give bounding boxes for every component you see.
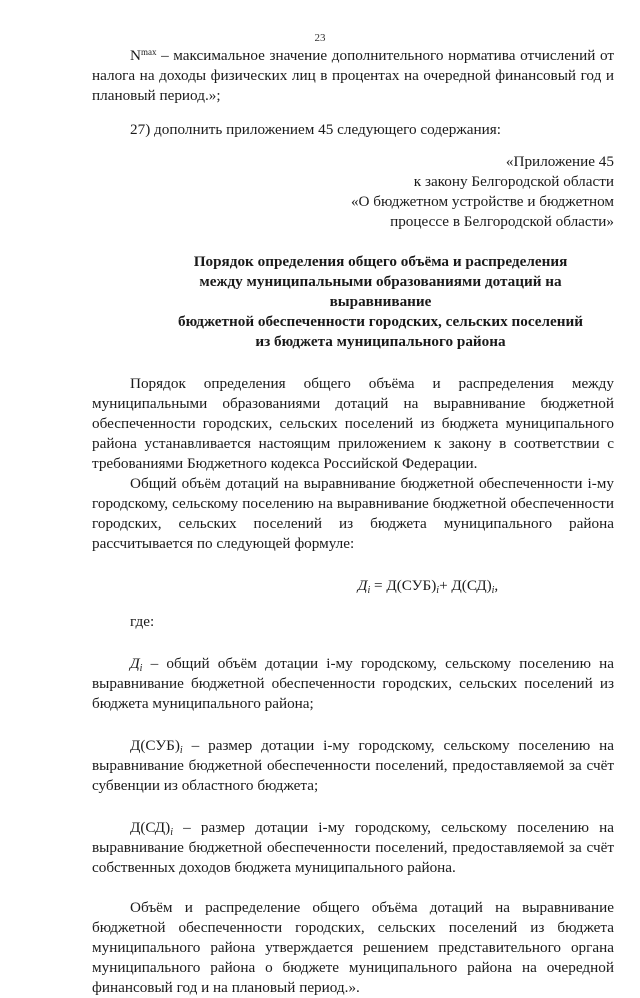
def3-symbol: Д(СД)	[130, 819, 171, 836]
formula	[92, 576, 614, 596]
appendix-header	[92, 152, 614, 232]
paragraph-final: Объём и распределение общего объёма дотаций на выравнивание бюджетной обеспеченности городских, сельских поселений из бюджета муниципального района утверждается решением представительного органа муниципального района о бюджете муниципального района на очередной финансовый год и на плановый период.».	[92, 899, 614, 996]
formula-term-sub-index: i	[436, 585, 440, 596]
page-number: 23	[314, 32, 326, 44]
def1-sub: i	[139, 663, 143, 674]
def1-symbol: Д	[130, 655, 140, 672]
formula-lhs: Д	[357, 577, 368, 594]
nmax-definition	[92, 46, 614, 106]
section-title	[92, 252, 614, 352]
title-line-2: между муниципальными образованиями дотаций на выравнивание	[199, 273, 562, 310]
definition-d-i	[92, 654, 614, 714]
definition-d-sub	[92, 736, 614, 796]
document-body	[92, 46, 614, 998]
def3-sub: i	[170, 827, 173, 838]
appendix-line-2: к закону Белгородской области	[413, 173, 614, 190]
nmax-text: – максимальное значение дополнительного норматива отчислений от налога на доходы физических лиц в процентах на очередной финансовый год и плановый период.»;	[92, 47, 614, 104]
item-27: 27) дополнить приложением 45 следующего содержания:	[130, 121, 502, 138]
appendix-line-1: «Приложение 45	[505, 153, 614, 170]
definition-d-sd	[92, 818, 614, 878]
title-line-3: бюджетной обеспеченности городских, сельских поселений	[177, 313, 584, 330]
def1-text: – общий объём дотации i-му городскому, сельскому поселению на выравнивание бюджетной обеспеченности городских, сельских поселений из бюджета муниципального района;	[92, 655, 614, 712]
formula-tail: ,	[494, 577, 499, 594]
def3-text: – размер дотации i-му городскому, сельскому поселению на выравнивание бюджетной обеспеченности поселений, предоставляемой за счёт собственных доходов бюджета муниципального района.	[92, 819, 614, 876]
def2-sub: i	[179, 745, 183, 756]
where-label: где:	[130, 613, 155, 630]
formula-lhs-sub: i	[367, 585, 371, 596]
nmax-superscript: max	[140, 47, 157, 57]
formula-term-sd-index: i	[491, 585, 495, 596]
formula-term-sub: = Д(СУБ)	[370, 577, 437, 594]
paragraph-procedure: Порядок определения общего объёма и распределения между муниципальными образованиями дотаций на выравнивание бюджетной обеспеченности городских, сельских поселений из бюджета муниципального района устанавливается настоящим приложением к закону в соответствии с требованиями Бюджетного кодекса Российской Федерации.	[92, 375, 614, 472]
appendix-line-4: процессе в Белгородской области»	[390, 213, 614, 230]
nmax-symbol: N	[130, 47, 141, 64]
formula-term-sd: + Д(СД)	[439, 577, 492, 594]
title-line-1: Порядок определения общего объёма и распределения	[193, 253, 568, 270]
appendix-line-3: «О бюджетном устройстве и бюджетном	[350, 193, 614, 210]
paragraph-total-volume: Общий объём дотаций на выравнивание бюджетной обеспеченности i-му городскому, сельскому поселению на выравнивание бюджетной обеспеченности городских, сельских поселений из бюджета муниципального района рассчитывается по следующей формуле:	[92, 475, 614, 552]
title-line-4: из бюджета муниципального района	[255, 333, 506, 350]
def2-symbol: Д(СУБ)	[130, 737, 180, 754]
def2-text: – размер дотации i-му городскому, сельскому поселению на выравнивание бюджетной обеспеченности поселений, предоставляемой за счёт субвенции из областного бюджета;	[92, 737, 614, 794]
